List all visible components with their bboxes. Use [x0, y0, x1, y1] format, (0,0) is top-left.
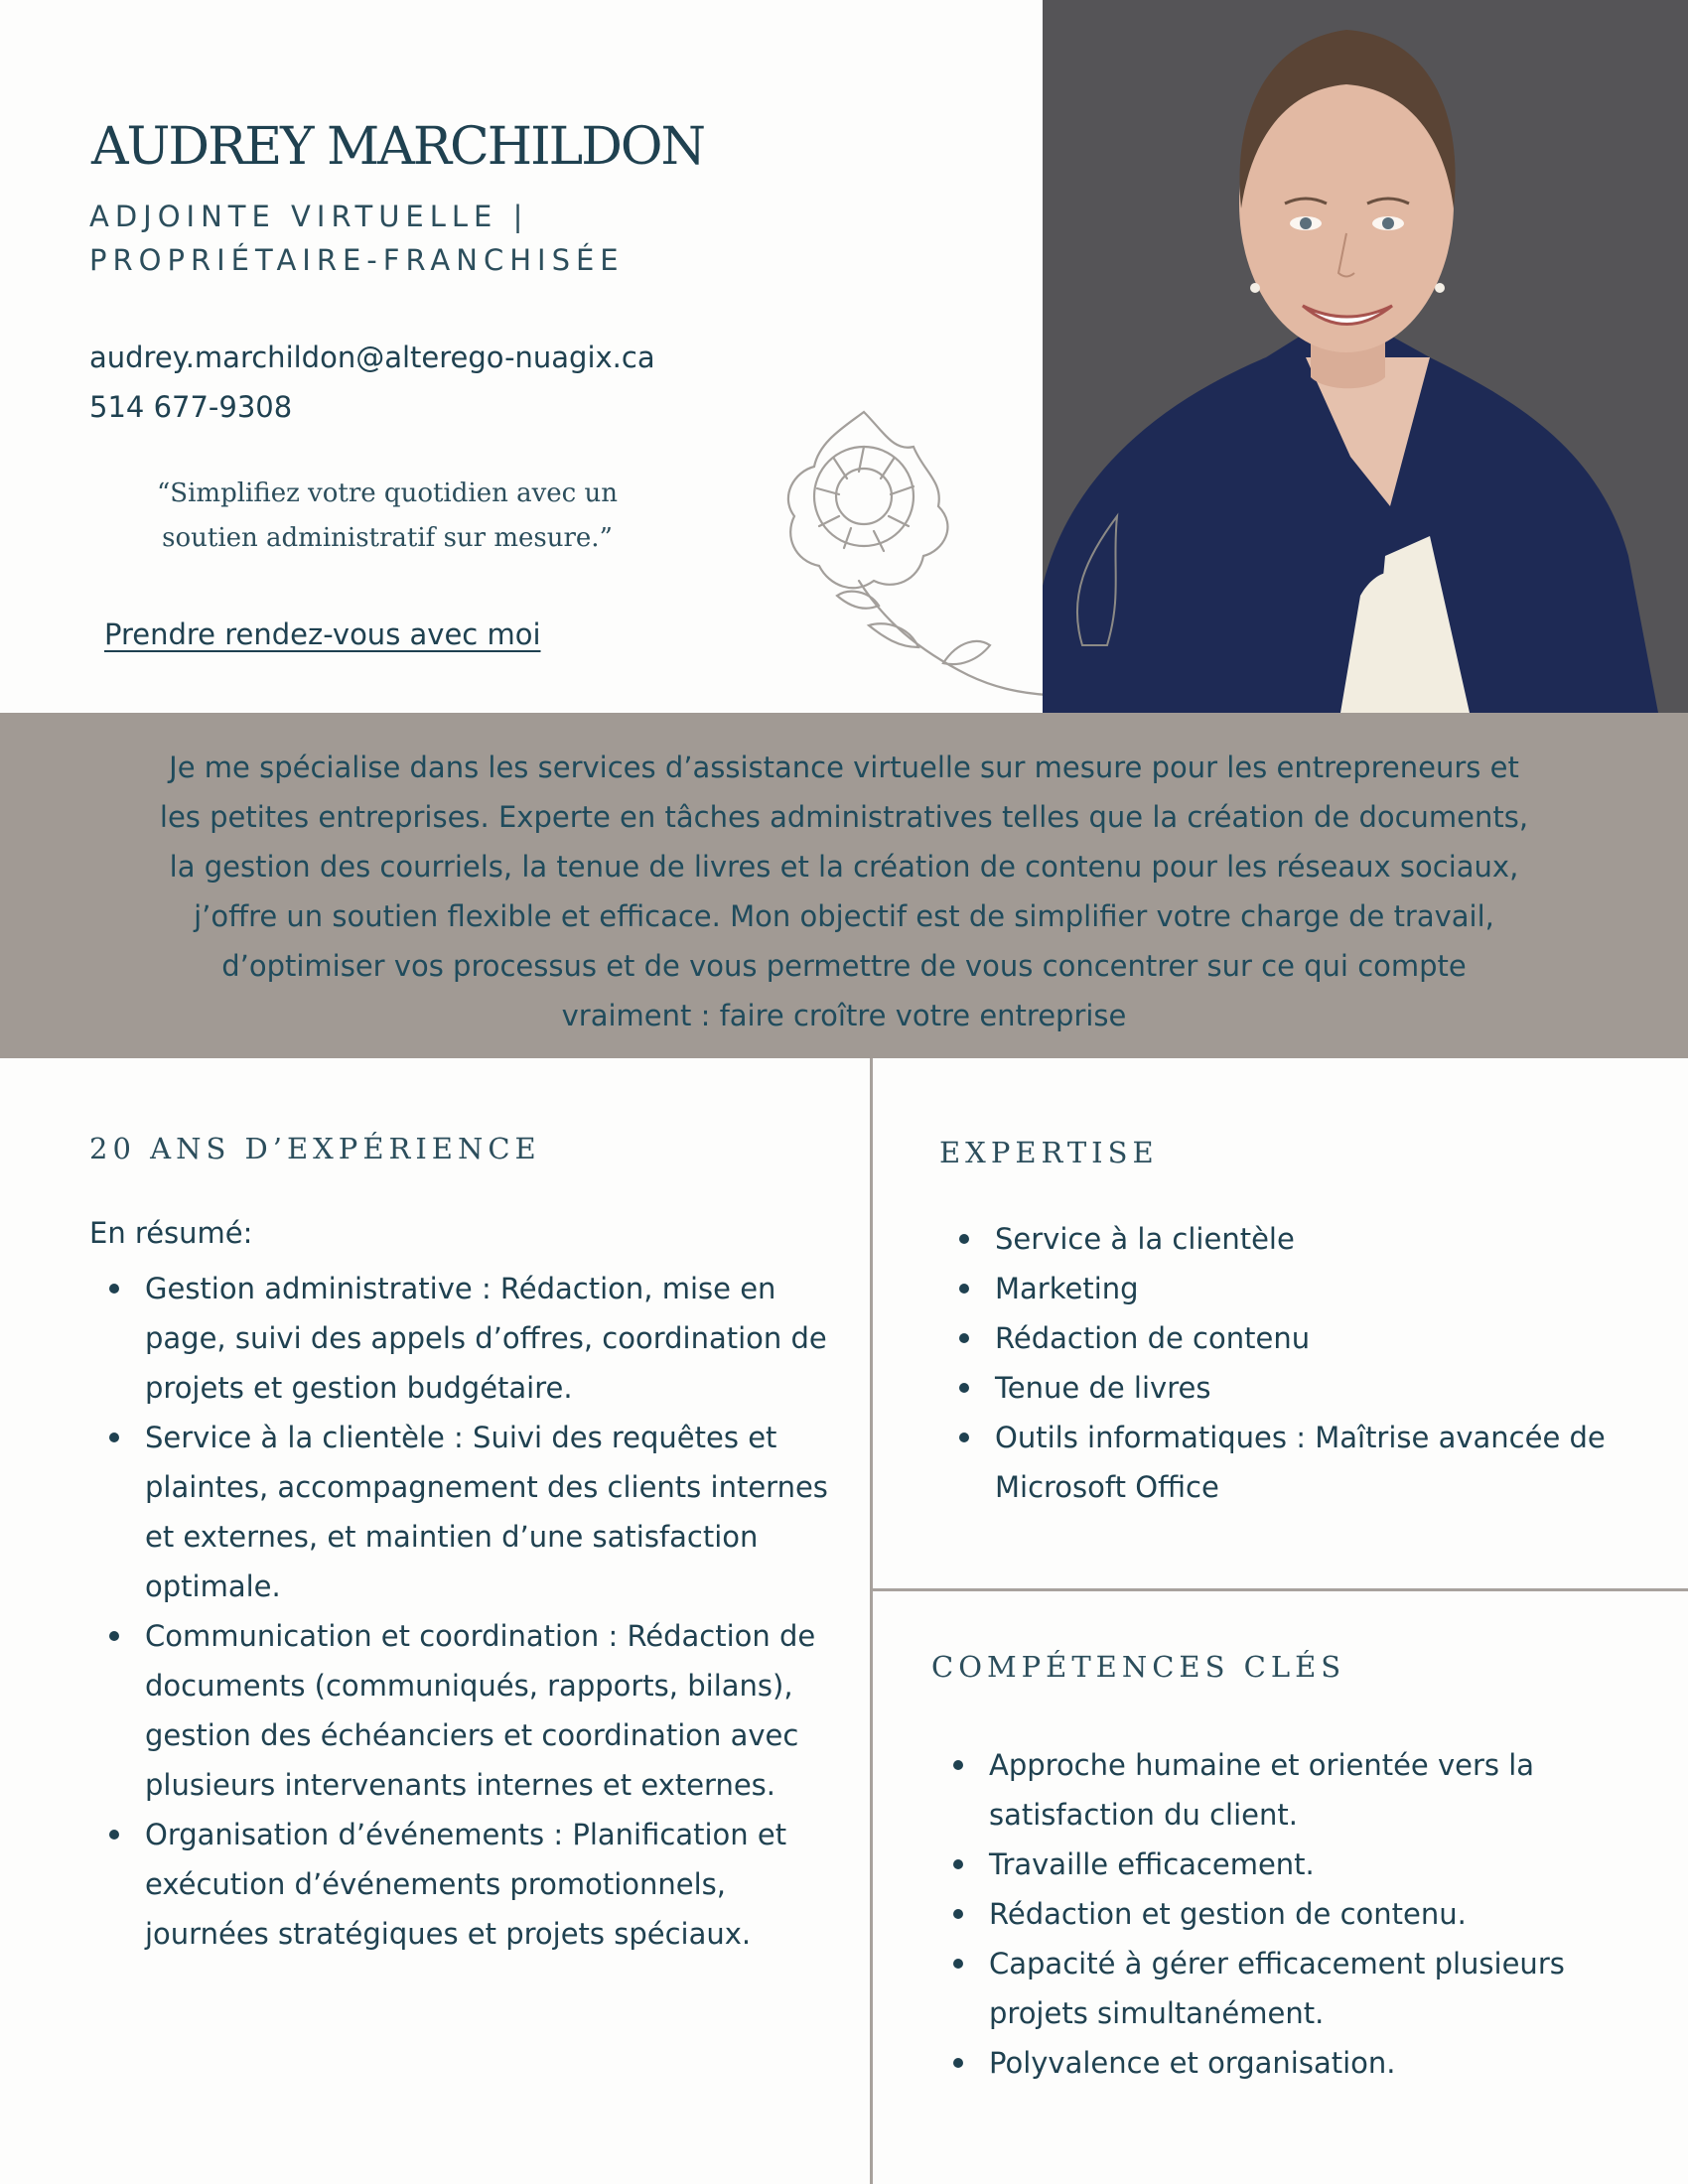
- portrait-illustration: [1043, 0, 1688, 713]
- list-item: Rédaction de contenu: [939, 1313, 1634, 1363]
- experience-list: [89, 1264, 844, 1959]
- column-divider: [870, 1058, 873, 2184]
- profile-name: AUDREY MARCHILDON: [91, 117, 705, 177]
- phone-number[interactable]: 514 677-9308: [89, 390, 293, 424]
- summary-line: j’offre un soutien flexible et efficace. Mon objectif est de simplifier votre charge de travail,: [194, 899, 1494, 933]
- profile-role: [89, 195, 725, 282]
- section-divider: [873, 1588, 1688, 1591]
- summary-band: [0, 713, 1688, 1058]
- contact-info: [89, 333, 655, 432]
- quote-line: “Simplifiez votre quotidien avec un: [157, 478, 618, 508]
- skills-title: COMPÉTENCES CLÉS: [931, 1650, 1346, 1684]
- list-item: Organisation d’événements : Planification et exécution d’événements promotionnels, journées stratégiques et projets spéciaux.: [89, 1810, 844, 1959]
- list-item: Service à la clientèle: [939, 1214, 1634, 1264]
- list-item: Communication et coordination : Rédaction de documents (communiqués, rapports, bilans), gestion des échéanciers et coordination avec plusieurs intervenants internes et externes.: [89, 1611, 844, 1810]
- email-address[interactable]: audrey.marchildon@alterego-nuagix.ca: [89, 341, 655, 374]
- book-appointment-link[interactable]: Prendre rendez-vous avec moi: [104, 617, 541, 651]
- summary-text: [60, 743, 1628, 1040]
- list-item: Capacité à gérer efficacement plusieurs projets simultanément.: [933, 1939, 1658, 2038]
- list-item: Marketing: [939, 1264, 1634, 1313]
- flower-illustration-icon: [710, 377, 1048, 715]
- list-item: Outils informatiques : Maîtrise avancée de Microsoft Office: [939, 1413, 1634, 1512]
- list-item: Polyvalence et organisation.: [933, 2038, 1658, 2088]
- quote-line: soutien administratif sur mesure.”: [162, 523, 613, 553]
- list-item: Service à la clientèle : Suivi des requêtes et plaintes, accompagnement des clients internes et externes, et maintien d’une satisfaction optimale.: [89, 1413, 844, 1611]
- list-item: Travaille efficacement.: [933, 1840, 1658, 1889]
- summary-line: les petites entreprises. Experte en tâches administratives telles que la création de documents,: [159, 800, 1529, 834]
- experience-title: 20 ANS D’EXPÉRIENCE: [89, 1132, 541, 1165]
- list-item: Tenue de livres: [939, 1363, 1634, 1413]
- expertise-list: [939, 1214, 1634, 1512]
- experience-intro: En résumé:: [89, 1216, 253, 1250]
- portrait-photo: [1043, 0, 1688, 713]
- expertise-title: EXPERTISE: [939, 1136, 1159, 1169]
- role-line: PROPRIÉTAIRE-FRANCHISÉE: [89, 243, 625, 277]
- role-line: ADJOINTE VIRTUELLE |: [89, 200, 529, 233]
- skills-list: [933, 1740, 1658, 2088]
- list-item: Gestion administrative : Rédaction, mise en page, suivi des appels d’offres, coordination de projets et gestion budgétaire.: [89, 1264, 844, 1413]
- summary-line: d’optimiser vos processus et de vous permettre de vous concentrer sur ce qui compte: [221, 949, 1467, 983]
- quote: [119, 472, 655, 561]
- summary-line: vraiment : faire croître votre entreprise: [561, 999, 1127, 1032]
- list-item: Rédaction et gestion de contenu.: [933, 1889, 1658, 1939]
- list-item: Approche humaine et orientée vers la satisfaction du client.: [933, 1740, 1658, 1840]
- summary-line: la gestion des courriels, la tenue de livres et la création de contenu pour les réseaux sociaux,: [169, 850, 1519, 884]
- summary-line: Je me spécialise dans les services d’assistance virtuelle sur mesure pour les entrepreneurs et: [169, 751, 1519, 784]
